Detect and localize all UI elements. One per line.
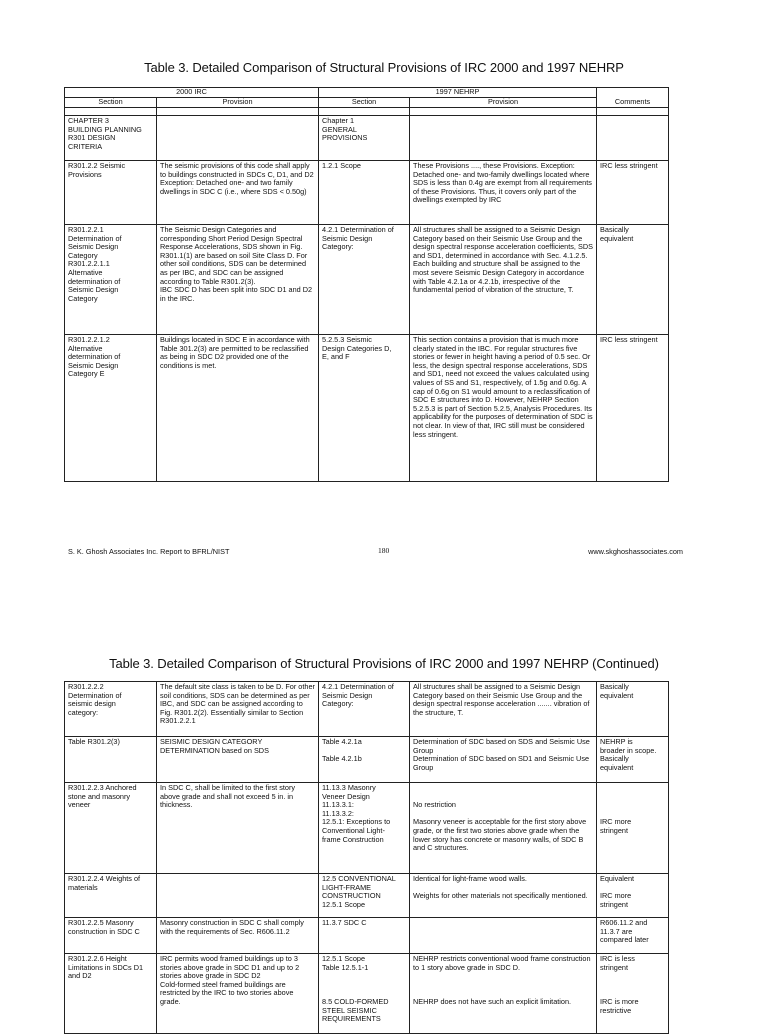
irc-provision-cell	[157, 116, 319, 161]
irc-section-cell: R301.2.2.3 Anchored stone and masonry veneer	[65, 783, 157, 874]
col-header-nehrp-section: Section	[319, 98, 410, 108]
comparison-table-page-2	[64, 681, 669, 1034]
group-header-row	[65, 88, 669, 98]
comments-cell: Equivalent IRC more stringent	[597, 874, 669, 918]
table-row	[65, 161, 669, 225]
table-row	[65, 116, 669, 161]
irc-provision-cell: The Seismic Design Categories and corresponding Short Period Design Spectral Response Accelerations, SDS shown in Fig. R301.1(1) are based on soil Site Class D. For other soil conditions, SDS can be determined as per IBC, and SDC can be assigned according to Table R301.2(3). IBC SDC D has been split into SDC D1 and D2 in the IRC.	[157, 225, 319, 335]
irc-section-cell: R301.2.2 Seismic Provisions	[65, 161, 157, 225]
col-header-irc-section: Section	[65, 98, 157, 108]
irc-provision-cell: The default site class is taken to be D. For other soil conditions, SDS can be determined as per IBC, and SDC can be assigned according to Fig. R301.2(2). Essentially similar to Section R301.2.2.1	[157, 682, 319, 737]
table-row	[65, 954, 669, 1034]
irc-section-cell: R301.2.2.5 Masonry construction in SDC C	[65, 918, 157, 954]
column-header-row	[65, 98, 669, 108]
irc-provision-cell: The seismic provisions of this code shall apply to buildings constructed in SDCs C, D1, and D2 Exception: Detached one- and two family dwellings in SDC C (i.e., where SDS < 0.50g)	[157, 161, 319, 225]
nehrp-section-cell: 4.2.1 Determination of Seismic Design Category:	[319, 682, 410, 737]
nehrp-section-cell: 1.2.1 Scope	[319, 161, 410, 225]
spacer-row	[65, 108, 669, 116]
comparison-table-page-1	[64, 87, 669, 482]
comments-cell: IRC is less stringent IRC is more restrictive	[597, 954, 669, 1034]
irc-provision-cell: Masonry construction in SDC C shall comply with the requirements of Sec. R606.11.2	[157, 918, 319, 954]
irc-section-cell: R301.2.2.6 Height Limitations in SDCs D1 and D2	[65, 954, 157, 1034]
irc-section-cell: R301.2.2.1 Determination of Seismic Design Category R301.2.2.1.1 Alternative determination of Seismic Design Category	[65, 225, 157, 335]
table-row	[65, 737, 669, 783]
comments-cell: NEHRP is broader in scope. Basically equivalent	[597, 737, 669, 783]
group-header-nehrp: 1997 NEHRP	[319, 88, 597, 98]
table-row	[65, 335, 669, 482]
nehrp-section-cell: 12.5 CONVENTIONAL LIGHT-FRAME CONSTRUCTION 12.5.1 Scope	[319, 874, 410, 918]
nehrp-provision-cell: These Provisions ...., these Provisions. Exception: Detached one- and two-family dwellings located where SDS is less than 0.4g are exempt from all requirements of these Provisions. Thus, it covers only part of the dwellings exempted by IRC	[410, 161, 597, 225]
nehrp-section-cell: 11.3.7 SDC C	[319, 918, 410, 954]
group-header-irc: 2000 IRC	[65, 88, 319, 98]
table-row	[65, 682, 669, 737]
nehrp-provision-cell: NEHRP restricts conventional wood frame construction to 1 story above grade in SDC D. NEHRP does not have such an explicit limitation.	[410, 954, 597, 1034]
nehrp-section-cell: 12.5.1 Scope Table 12.5.1-1 8.5 COLD-FORMED STEEL SEISMIC REQUIREMENTS	[319, 954, 410, 1034]
comments-cell: Basically equivalent	[597, 225, 669, 335]
col-header-nehrp-provision: Provision	[410, 98, 597, 108]
nehrp-section-cell: 5.2.5.3 Seismic Design Categories D, E, and F	[319, 335, 410, 482]
nehrp-provision-cell: Determination of SDC based on SDS and Seismic Use Group Determination of SDC based on SD1 and Seismic Use Group	[410, 737, 597, 783]
comments-cell: IRC more stringent	[597, 783, 669, 874]
page-1-title: Table 3. Detailed Comparison of Structural Provisions of IRC 2000 and 1997 NEHRP	[144, 60, 624, 75]
page-2-title: Table 3. Detailed Comparison of Structural Provisions of IRC 2000 and 1997 NEHRP (Continued)	[109, 656, 659, 671]
irc-provision-cell: Buildings located in SDC E in accordance with Table 301.2(3) are permitted to be reclassified as being in SDC D2 provided one of the conditions is met.	[157, 335, 319, 482]
irc-section-cell: R301.2.2.1.2 Alternative determination of Seismic Design Category E	[65, 335, 157, 482]
irc-section-cell: R301.2.2.2 Determination of seismic design category:	[65, 682, 157, 737]
irc-section-cell: R301.2.2.4 Weights of materials	[65, 874, 157, 918]
comments-cell	[597, 116, 669, 161]
comments-cell: IRC less stringent	[597, 161, 669, 225]
irc-provision-cell: IRC permits wood framed buildings up to 3 stories above grade in SDC D1 and up to 2 stories above grade in SDC D2 Cold-formed steel framed buildings are restricted by the IRC to two stories above grade.	[157, 954, 319, 1034]
nehrp-provision-cell: No restriction Masonry veneer is acceptable for the first story above grade, or the first two stories above grade when the lower story has concrete or masonry walls, of SDC B and C structures.	[410, 783, 597, 874]
col-header-irc-provision: Provision	[157, 98, 319, 108]
nehrp-provision-cell: All structures shall be assigned to a Seismic Design Category based on their Seismic Use Group and the design spectral response acceleration ....... vibration of the structure, T.	[410, 682, 597, 737]
nehrp-section-cell: 4.2.1 Determination of Seismic Design Category:	[319, 225, 410, 335]
nehrp-section-cell: Chapter 1 GENERAL PROVISIONS	[319, 116, 410, 161]
irc-provision-cell: In SDC C, shall be limited to the first story above grade and shall not exceed 5 in. in thickness.	[157, 783, 319, 874]
comments-cell: IRC less stringent	[597, 335, 669, 482]
nehrp-section-cell: Table 4.2.1a Table 4.2.1b	[319, 737, 410, 783]
nehrp-provision-cell	[410, 918, 597, 954]
irc-section-cell: CHAPTER 3 BUILDING PLANNING R301 DESIGN CRITERIA	[65, 116, 157, 161]
nehrp-provision-cell: All structures shall be assigned to a Seismic Design Category based on their Seismic Use Group and the design spectral response acceleration coefficients, SDS and SD1, determined in accordance with Sec. 4.1.2.5. Each building and structure shall be assigned to the most severe Seismic Design Category in accordance with Table 4.2.1a or 4.2.1b, irrespective of the fundamental period of vibration of the structure, T.	[410, 225, 597, 335]
comments-cell: Basically equivalent	[597, 682, 669, 737]
col-header-comments: Comments	[597, 88, 669, 108]
table-row	[65, 874, 669, 918]
table-row	[65, 783, 669, 874]
irc-provision-cell	[157, 874, 319, 918]
table-row	[65, 918, 669, 954]
nehrp-provision-cell: Identical for light-frame wood walls. Weights for other materials not specifically mentioned.	[410, 874, 597, 918]
footer-left: S. K. Ghosh Associates Inc. Report to BFRL/NIST	[68, 547, 230, 556]
irc-provision-cell: SEISMIC DESIGN CATEGORY DETERMINATION based on SDS	[157, 737, 319, 783]
page-number: 180	[378, 546, 390, 555]
footer-right: www.skghoshassociates.com	[588, 547, 683, 556]
nehrp-provision-cell: This section contains a provision that is much more clearly stated in the IBC. For regular structures five stories or fewer in height having a period of 0.5 sec. Or less, the design spectral response accelerations, SDS and SD1, need not exceed the values calculated using values of SS and S1, respectively, of 1.5g and 0.6g. A cap of 0.6g on S1 would amount to a reclassification of SDC E structures into D. However, NEHRP Section 5.2.5.3 is part of Section 5.2.5, Analysis Procedures. Its applicability for the purposes of determination of SDC is not clear. In view of that, IRC still must be considered less stringent.	[410, 335, 597, 482]
table-row	[65, 225, 669, 335]
comments-cell: R606.11.2 and 11.3.7 are compared later	[597, 918, 669, 954]
nehrp-provision-cell	[410, 116, 597, 161]
irc-section-cell: Table R301.2(3)	[65, 737, 157, 783]
nehrp-section-cell: 11.13.3 Masonry Veneer Design 11.13.3.1: 11.13.3.2: 12.5.1: Exceptions to Conventional Light- frame Construction	[319, 783, 410, 874]
